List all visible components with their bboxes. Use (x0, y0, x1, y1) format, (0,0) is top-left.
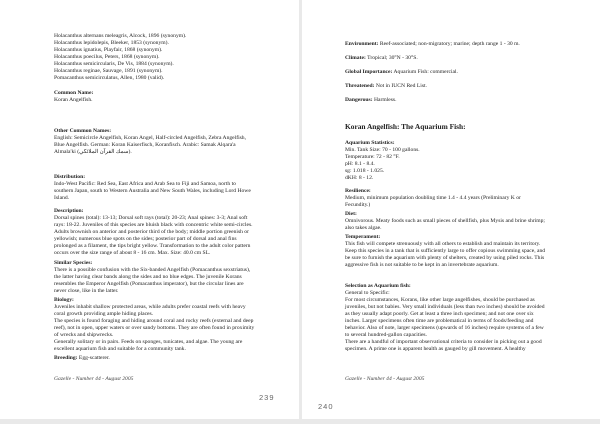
text-line: southern Japan, south to Western Australia and New South Wales, including Lord Howe (54, 188, 251, 194)
fact-value: Aquarium Fish: commercial. (393, 69, 458, 75)
section-heading: Aquarium Statistics: (345, 140, 395, 146)
text-line: Pomacanthus semicirculatus, Allen, 1980 (valid). (54, 75, 165, 81)
section-heading: Other Common Names: (54, 128, 112, 134)
text-line: reef), not in open, upper waters or over sandy bottoms. They are often found in proximity (54, 325, 255, 331)
fact-value: Reef-associated; non-migratory; marine; depth range 1 - 30 m. (379, 41, 520, 47)
text-line: behavior. Also of note, larger specimens (upwards of 16 inches) require systems of a few (345, 325, 544, 331)
text-line: specimen. A prime one is apparent health as gauged by gill movement. A healthy (345, 346, 526, 352)
text-line: resembles the Emperor Angelfish (Pomacanthus imperator), but the circular lines are (54, 281, 244, 287)
fact-label: Threatened: (345, 83, 375, 89)
text-line: This fish will compete strenuously with all others to establish and maintain its territory. (345, 241, 541, 247)
text-line: For most circumstances, Korans, like other large angelfishes, should be purchased as (345, 297, 535, 303)
text-line: Blue Angelfish. German: Koran Kaiserfisch, Koranfisch. Arabic: Samak Alqara'a (54, 142, 236, 148)
fact-row (345, 97, 397, 104)
text-line: the latter having clear bands along the sides and no blue edges. The juvenile Korans (54, 274, 242, 280)
text-line: to several hundred-gallon capacities. (345, 332, 428, 338)
text-line: Holacanthus poecilus, Peters, 1868 (synonym). (54, 54, 160, 60)
aquarium-statistics-section (345, 140, 420, 182)
text-line: occurs over the size range of about 8 - 16 cm. Max. Size: 40.0 cm SL. (54, 250, 211, 256)
text-line: pH: 8.1 - 8.4. (345, 161, 375, 167)
section-heading: Selection as Aquarium fish: (345, 283, 411, 289)
section-heading: Resilience: (345, 188, 371, 194)
text-line: The species is found foraging and hiding around coral and rocky reefs (external and deep (54, 318, 254, 324)
left-page (0, 0, 299, 419)
text-line: Fecundity.) (345, 202, 371, 208)
text-line: General to Specific: (345, 290, 390, 296)
page-number: 239 (259, 393, 275, 402)
fact-label: Environment: (345, 41, 379, 47)
fact-value: Not in IUCN Red List. (375, 83, 427, 89)
breeding-section (54, 355, 110, 362)
text-line: Medium, minimum population doubling time 1.4 - 4.4 years (Preliminary K or (345, 195, 521, 201)
section-heading: Description: (54, 208, 84, 214)
other-common-names-section (54, 128, 246, 156)
biology-section (54, 297, 254, 353)
fact-label: Climate: (345, 55, 366, 61)
text-line: Island. (54, 195, 70, 201)
breeding-value: Egg-scatterer. (78, 355, 110, 361)
page-number: 240 (318, 402, 334, 411)
text-line: There is a possible confusion with the Six-banded Angelfish (Pomacanthus sexstriatus), (54, 267, 251, 273)
synonyms-list (54, 33, 186, 82)
text-line: Dorsal spines (total): 13-13; Dorsal soft rays (total): 20-23; Anal spines: 3-3; Anal soft (54, 215, 248, 221)
fact-row (345, 41, 520, 48)
section-heading: Similar Species: (54, 260, 93, 266)
text-line: Holacanthus semicircularis, De Vis, 1884 (synonym). (54, 61, 174, 67)
text-line: Koran Angelfish. (54, 97, 93, 103)
section-heading: Temperament: (345, 234, 381, 240)
section-heading: Breeding: (54, 355, 78, 361)
text-line: Holacanthus lepidolepis, Bleeker, 1853 (synonym). (54, 40, 169, 46)
text-line: juveniles, but not babies. Very small individuals (less than two inches) should be avoided (345, 304, 545, 310)
text-line: Min. Tank Size: 70 - 100 gallons. (345, 147, 420, 153)
text-line: Generally solitary or in pairs. Feeds on sponges, tunicates, and algae. The young are (54, 339, 243, 345)
fact-row (345, 55, 418, 62)
text-line: yellowish; numerous blue spots on the sides; posterior part of dorsal and anal fins (54, 236, 237, 242)
text-line: Indo-West Pacific: Red Sea, East Africa and Arab Sea to Fiji and Samoa, north to (54, 181, 236, 187)
distribution-section (54, 174, 251, 202)
fact-value: Tropical; 30°N - 30°S. (367, 55, 418, 61)
text-line: Holacanthus reginae, Sauvage, 1891 (synonym). (54, 68, 163, 74)
text-line: of wrecks and shipwrecks. (54, 332, 114, 338)
aquarium-section-title: Koran Angelfish: The Aquarium Fish: (345, 122, 466, 131)
text-line: There are a handful of important observational criteria to consider in picking out a good (345, 339, 542, 345)
text-line: excellent aquarium fish and suitable for a community tank. (54, 346, 186, 352)
description-section (54, 208, 253, 257)
diet-section (345, 211, 545, 232)
text-line: Juveniles inhabit shallow protected areas, while adults prefer coastal reefs with heavy (54, 304, 246, 310)
text-line: as they usually adapt poorly. Get at least a three inch specimen; and not one over six (345, 311, 534, 317)
text-line: Holacanthus ignatius, Playfair, 1868 (synonym). (54, 47, 163, 53)
text-line: never close, like in the latter. (54, 288, 119, 294)
fact-row (345, 69, 458, 76)
text-line: be sure to furnish the aquarium with plenty of shelters, created by using piled rocks. This (345, 255, 545, 261)
similar-species-section (54, 260, 250, 295)
fact-value: Harmless. (373, 97, 397, 103)
page-footer: Gazelle - Number 44 - August 2005 (54, 376, 134, 382)
selection-section (345, 283, 545, 353)
text-line: Keep this species in a tank that is sufficiently large to offer copious swimming space, and (345, 248, 546, 254)
fact-row (345, 83, 427, 90)
text-line: prolonged as a filament, the tips bright yellow. Transformation to the adult color pattern (54, 243, 251, 249)
text-line: coral growth providing ample hiding places. (54, 311, 154, 317)
text-line: Adults brownish on anterior and posterior third of the body; middle portion greenish or (54, 229, 249, 235)
section-heading: Distribution: (54, 174, 86, 180)
text-line: English: Semicircle Angelfish, Koran Angel, Half-circled Angelfish, Zebra Angelfish, (54, 135, 247, 141)
section-heading: Diet: (345, 211, 357, 217)
text-line: Almala'ki (سمك القرآن الملائكي). (54, 149, 132, 155)
right-page (302, 0, 600, 419)
temperament-section (345, 234, 545, 269)
fact-label: Global Importance: (345, 69, 393, 75)
text-line: sg: 1.018 - 1.025. (345, 168, 385, 174)
text-line: dKH: 8 - 12. (345, 175, 374, 181)
fact-label: Dangerous: (345, 97, 373, 103)
text-line: inches. Larger specimens often time are problematical in terms of foods/feeding and (345, 318, 534, 324)
common-name-section (54, 90, 93, 104)
text-line: Temperature: 72 - 82 °F. (345, 154, 400, 160)
text-line: aggressive fish is not suitable to be kept in an invertebrate aquarium. (345, 262, 499, 268)
section-heading: Biology: (54, 297, 74, 303)
text-line: Holacanthus alternans meleagris, Alcock, 1896 (synonym). (54, 33, 187, 39)
text-line: also takes algae. (345, 225, 382, 231)
page-footer: Gazelle - Number 44 - August 2005 (345, 376, 425, 382)
text-line: Omnivorous. Meaty foods such as small pieces of shellfish, plus Mysis and brine shrimp; (345, 218, 545, 224)
text-line: rays: 18-22. Juveniles of this species are bluish black with concentric white semi-circles. (54, 222, 253, 228)
resilience-section (345, 188, 521, 209)
section-heading: Common Name: (54, 90, 94, 96)
